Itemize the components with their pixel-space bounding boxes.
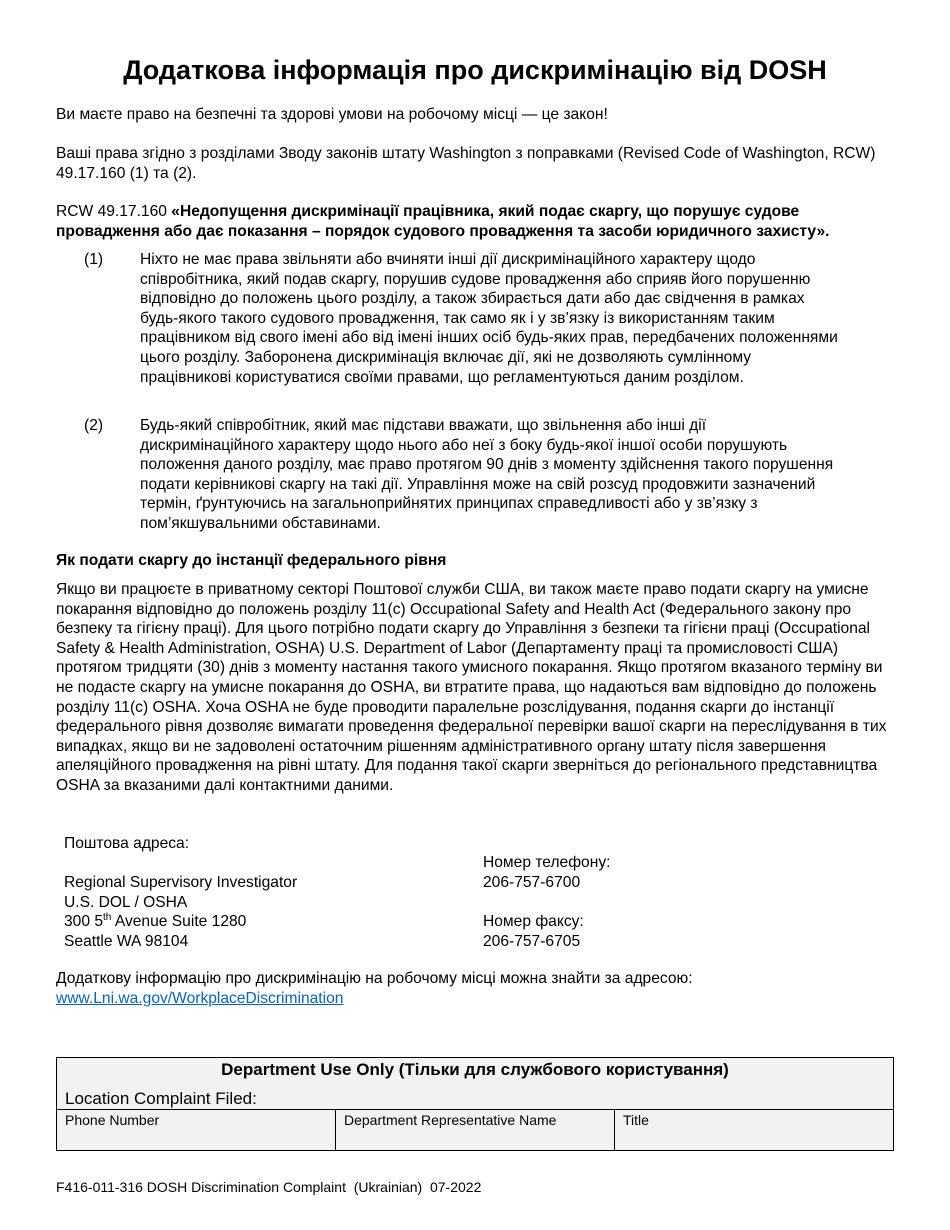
more-info-paragraph: [56, 969, 896, 1008]
page-title: Додаткова інформація про дискримінацію від DOSH: [123, 55, 827, 85]
phone-block: [483, 853, 610, 892]
address-line-3-suffix: th: [103, 912, 112, 924]
rights-paragraph: Ваші права згідно з розділами Зводу законів штату Washington з поправками (Revised Code of Washington, RCW) 49.17.160 (1) та (2).: [56, 145, 876, 182]
phone-label: Номер телефону:: [483, 854, 611, 871]
list-item-text: Ніхто не має права звільняти або вчиняти інші дії дискримінаційного характеру щодо співробітника, який подав скаргу, порушив судове провадження або сприяв його порушенню відповідно до положень цього розділу, а також збирається дати або дає свідчення в рамках будь-якого такого судового провадження, так само як і у зв’язку із використанням таким працівником від свого імені або від імені інших осіб будь-яких прав, передбачених положеннями цього розділу. Заборонена дискримінація включає дії, які не дозволяють сумлінному працівникові користуватися своїми правами, що регламентуються даним розділом.: [140, 251, 838, 386]
list-item-text: Будь-який співробітник, який має підстави вважати, що звільнення або інші дії дискримінаційного характеру щодо нього або неї з боку будь-якої іншої особи порушують положення даного розділу, має право протягом 90 днів з моменту здійснення такого порушення подати керівникові скаргу на такі дії. Управління може на свій розсуд продовжити зазначений термін, ґрунтуючись на загальноприйнятих принципах справедливості або у зв’язку з пом’якшувальними обставинами.: [140, 417, 834, 532]
rcw-prefix: RCW 49.17.160: [56, 203, 172, 220]
department-use-title: Department Use Only (Тільки для службового користування): [221, 1060, 729, 1079]
address-line-4: Seattle WA 98104: [64, 932, 189, 950]
mail-label-text: Поштова адреса:: [64, 835, 190, 852]
department-fields-row: [57, 1109, 893, 1151]
address-line-1: Regional Supervisory Investigator: [64, 874, 298, 891]
list-item-number: (2): [84, 417, 104, 434]
form-footer: F416-011-316 DOSH Discrimination Complaint (Ukrainian) 07-2022: [56, 1179, 482, 1195]
address-line-3-street: Avenue Suite 1280: [111, 913, 247, 931]
address-line-3-number: 300 5: [64, 913, 104, 931]
workplace-discrimination-link[interactable]: www.Lni.wa.gov/WorkplaceDiscrimination: [56, 989, 344, 1007]
location-complaint-field[interactable]: Location Complaint Filed:: [65, 1089, 257, 1108]
mail-address: [64, 873, 297, 951]
rcw-title: «Недопущення дискримінації працівника, який подає скаргу, що порушує судове провадження або дає показання – порядок судового провадження та засоби юридичного захисту».: [56, 203, 830, 240]
address-line-2: U.S. DOL / OSHA: [64, 893, 188, 911]
mail-address-label: [64, 834, 189, 854]
federal-paragraph: Якщо ви працюєте в приватному секторі Поштової служби США, ви також маєте право подати скаргу на умисне покарання відповідно до положень розділу 11(c) Occupational Safety and Health Act (Федерального закону про безпеку та гігієну праці). Для цього потрібно подати скаргу до Управління з безпеки та гігієни праці (Occupational Safety & Health Administration, OSHA) U.S. Department of Labor (Департаменту праці та промисловості США) протягом тридцяти (30) днів з моменту настання такого умисного покарання. Якщо протягом вказаного терміну ви не подасте скаргу на умисне покарання до OSHA, ви втратите права, що надаються вам відповідно до положень розділу 11(c) OSHA. Хоча OSHA не буде проводити паралельне розслідування, подання скарги до інстанції федерального рівня дозволяє вимагати проведення федеральної перевірки вашої скарги на переслідування в тих випадках, якщо ви не задоволені остаточним рішенням адміністративного органу штату після завершення апеляційного провадження на рівні штату. Для подання такої скарги зверніться до регіонального представництва OSHA за вказаними далі контактними даними.: [56, 581, 887, 794]
more-info-text: Додаткову інформацію про дискримінацію на робочому місці можна знайти за адресою:: [56, 970, 693, 987]
department-use-box: [56, 1057, 894, 1151]
representative-name-field[interactable]: Department Representative Name: [336, 1110, 615, 1151]
address-line-3: [64, 912, 297, 932]
rcw-paragraph: [56, 202, 896, 241]
fax-block: [483, 912, 584, 951]
fax-label: Номер факсу:: [483, 913, 584, 930]
phone-number-field[interactable]: Phone Number: [57, 1110, 336, 1151]
title-field[interactable]: Title: [623, 1112, 649, 1128]
phone-number: 206-757-6700: [483, 873, 581, 891]
fax-number: 206-757-6705: [483, 932, 581, 950]
intro-paragraph: Ви маєте право на безпечні та здорові умови на робочому місці — це закон!: [56, 106, 608, 123]
list-item-number: (1): [84, 251, 104, 268]
federal-heading: Як подати скаргу до інстанції федерального рівня: [56, 552, 447, 569]
